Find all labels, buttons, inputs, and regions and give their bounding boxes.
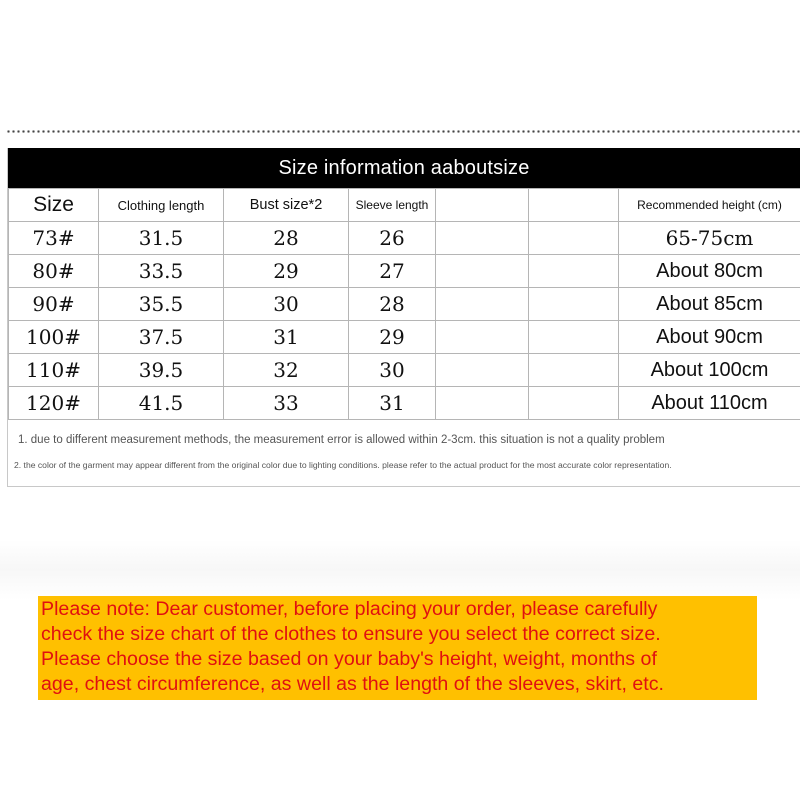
cell-bust-size: 32 — [224, 354, 349, 387]
table-row — [9, 222, 800, 255]
cell-recommended-height: About 110cm — [619, 387, 800, 420]
cell-empty-2 — [529, 387, 619, 420]
cell-size: 80# — [9, 255, 99, 288]
size-chart — [7, 148, 800, 487]
cell-clothing-length: 33.5 — [99, 255, 224, 288]
cell-sleeve-length: 27 — [349, 255, 436, 288]
header-sleeve-length: Sleeve length — [349, 189, 436, 222]
cell-empty-2 — [529, 354, 619, 387]
cell-size: 90# — [9, 288, 99, 321]
table-row — [9, 288, 800, 321]
cell-empty-1 — [436, 288, 529, 321]
cell-size: 110# — [9, 354, 99, 387]
cell-clothing-length: 39.5 — [99, 354, 224, 387]
cell-empty-1 — [436, 222, 529, 255]
cell-empty-2 — [529, 222, 619, 255]
cell-clothing-length: 37.5 — [99, 321, 224, 354]
header-empty-1 — [436, 189, 529, 222]
notice-line: Please note: Dear customer, before placing your order, please carefully — [41, 598, 658, 620]
cell-clothing-length: 41.5 — [99, 387, 224, 420]
notice-line: Please choose the size based on your baby's height, weight, months of — [41, 648, 657, 670]
cell-size: 100# — [9, 321, 99, 354]
cell-empty-2 — [529, 255, 619, 288]
note-measurement-error: 1. due to different measurement methods, the measurement error is allowed within 2-3cm. this situation is not a quality problem — [18, 434, 665, 446]
cell-bust-size: 31 — [224, 321, 349, 354]
cell-bust-size: 30 — [224, 288, 349, 321]
cell-size: 73# — [9, 222, 99, 255]
table-header-row — [9, 189, 800, 222]
table-row — [9, 387, 800, 420]
header-clothing-length: Clothing length — [99, 189, 224, 222]
table-row — [9, 255, 800, 288]
cell-size: 120# — [9, 387, 99, 420]
cell-empty-1 — [436, 354, 529, 387]
cell-bust-size: 33 — [224, 387, 349, 420]
size-table — [8, 188, 800, 420]
cell-recommended-height: About 80cm — [619, 255, 800, 288]
cell-empty-1 — [436, 387, 529, 420]
cell-empty-1 — [436, 255, 529, 288]
cell-recommended-height: About 100cm — [619, 354, 800, 387]
notice-line: check the size chart of the clothes to ensure you select the correct size. — [41, 623, 661, 645]
cell-sleeve-length: 31 — [349, 387, 436, 420]
header-size: Size — [9, 189, 99, 222]
notice-box — [38, 596, 757, 700]
cell-clothing-length: 31.5 — [99, 222, 224, 255]
cell-empty-2 — [529, 321, 619, 354]
cell-bust-size: 29 — [224, 255, 349, 288]
header-recommended-height: Recommended height (cm) — [619, 189, 800, 222]
cell-sleeve-length: 26 — [349, 222, 436, 255]
dotted-divider — [6, 129, 800, 135]
cell-sleeve-length: 30 — [349, 354, 436, 387]
background-fade — [0, 540, 800, 600]
cell-sleeve-length: 29 — [349, 321, 436, 354]
cell-bust-size: 28 — [224, 222, 349, 255]
cell-empty-1 — [436, 321, 529, 354]
table-row — [9, 354, 800, 387]
notice-line: age, chest circumference, as well as the length of the sleeves, skirt, etc. — [41, 673, 664, 695]
size-chart-title: Size information aaboutsize — [8, 148, 800, 188]
header-empty-2 — [529, 189, 619, 222]
cell-recommended-height: 65-75cm — [619, 222, 800, 255]
cell-recommended-height: About 85cm — [619, 288, 800, 321]
cell-recommended-height: About 90cm — [619, 321, 800, 354]
cell-clothing-length: 35.5 — [99, 288, 224, 321]
cell-empty-2 — [529, 288, 619, 321]
table-row — [9, 321, 800, 354]
cell-sleeve-length: 28 — [349, 288, 436, 321]
header-bust-size: Bust size*2 — [224, 189, 349, 222]
note-color-difference: 2. the color of the garment may appear different from the original color due to lighting conditions. please refer to the actual product for the most accurate color representation. — [14, 460, 672, 470]
